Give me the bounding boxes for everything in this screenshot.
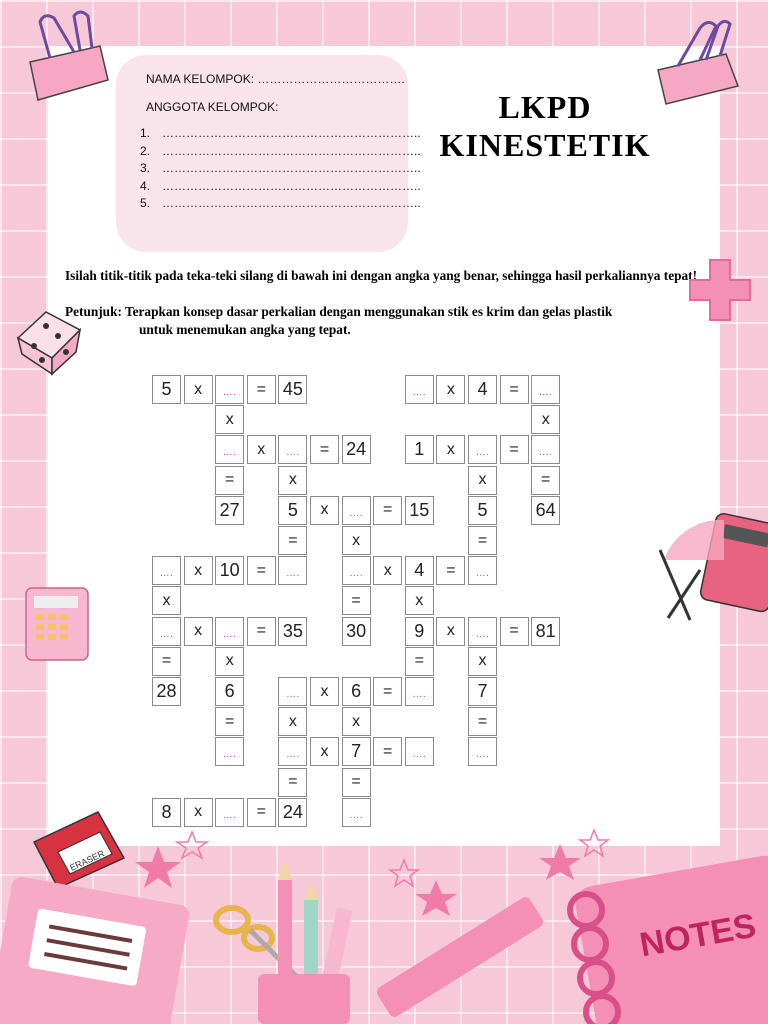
number-cell: 8 xyxy=(152,798,181,827)
number-cell: 15 xyxy=(405,496,434,525)
equals-cell: = xyxy=(500,617,529,646)
number-cell: 4 xyxy=(468,375,497,404)
pencil-cup-icon xyxy=(258,974,350,1024)
hint-label: Petunjuk: xyxy=(65,304,122,319)
member-number: 1. xyxy=(140,126,151,140)
multiply-cell: x xyxy=(310,496,339,525)
title-line2: KINESTETIK xyxy=(439,127,651,163)
multiply-cell: x xyxy=(215,405,244,434)
blank-answer-cell[interactable]: …. xyxy=(278,435,307,464)
multiply-cell: x xyxy=(215,647,244,676)
blank-answer-cell[interactable]: …. xyxy=(215,798,244,827)
member-number: 2. xyxy=(140,143,151,158)
multiply-cell: x xyxy=(278,707,307,736)
blank-answer-cell[interactable]: …. xyxy=(468,556,497,585)
member-number: 5. xyxy=(140,196,151,210)
multiply-cell: x xyxy=(247,435,276,464)
star-icon xyxy=(580,830,608,856)
compass-icon xyxy=(660,550,700,620)
equals-cell: = xyxy=(342,586,371,615)
member-name-field[interactable]: ……………………………………………………….. xyxy=(162,178,421,193)
number-cell: 5 xyxy=(152,375,181,404)
equals-cell: = xyxy=(247,798,276,827)
star-icon xyxy=(415,880,457,916)
blank-answer-cell[interactable]: …. xyxy=(342,556,371,585)
equals-cell: = xyxy=(468,526,497,555)
multiply-cell: x xyxy=(278,466,307,495)
blank-answer-cell[interactable]: …. xyxy=(215,617,244,646)
number-cell: 30 xyxy=(342,617,371,646)
notes-notebook-icon xyxy=(570,853,768,1024)
blank-answer-cell[interactable]: …. xyxy=(405,737,434,766)
binder-clip-icon xyxy=(658,21,738,104)
member-number: 3. xyxy=(140,161,151,175)
multiply-cell: x xyxy=(342,707,371,736)
number-cell: 28 xyxy=(152,677,181,706)
star-icon xyxy=(135,846,181,888)
hint-line2: untuk menemukan angka yang tepat. xyxy=(139,322,351,337)
number-cell: 5 xyxy=(468,496,497,525)
blank-answer-cell[interactable]: …. xyxy=(468,435,497,464)
eraser-label: ERASER xyxy=(68,848,106,873)
multiply-cell: x xyxy=(468,466,497,495)
multiply-cell: x xyxy=(184,617,213,646)
eraser-icon xyxy=(34,812,124,888)
group-name-field[interactable]: NAMA KELOMPOK: ………………………………. xyxy=(146,72,405,86)
number-cell: 9 xyxy=(405,617,434,646)
number-cell: 24 xyxy=(278,798,307,827)
multiply-cell: x xyxy=(405,586,434,615)
equals-cell: = xyxy=(278,526,307,555)
equals-cell: = xyxy=(500,375,529,404)
equals-cell: = xyxy=(247,617,276,646)
number-cell: 1 xyxy=(405,435,434,464)
equals-cell: = xyxy=(310,435,339,464)
multiply-cell: x xyxy=(468,647,497,676)
number-cell: 64 xyxy=(531,496,560,525)
pencil-icon xyxy=(278,858,353,991)
number-cell: 4 xyxy=(405,556,434,585)
member-name-field[interactable]: ……………………………………………………….. xyxy=(162,196,421,210)
dice-icon xyxy=(18,312,80,374)
multiply-cell: x xyxy=(152,586,181,615)
member-name-field[interactable]: ……………………………………………………….. xyxy=(162,161,421,175)
blank-answer-cell[interactable]: …. xyxy=(152,617,181,646)
blank-answer-cell[interactable]: …. xyxy=(342,798,371,827)
multiply-cell: x xyxy=(342,526,371,555)
blank-answer-cell[interactable]: …. xyxy=(278,677,307,706)
number-cell: 6 xyxy=(342,677,371,706)
star-icon xyxy=(539,844,581,880)
blank-answer-cell[interactable]: …. xyxy=(215,737,244,766)
blank-answer-cell[interactable]: …. xyxy=(278,556,307,585)
star-icon xyxy=(390,860,418,886)
number-cell: 81 xyxy=(531,617,560,646)
blank-answer-cell[interactable]: …. xyxy=(342,496,371,525)
blank-answer-cell[interactable]: …. xyxy=(215,435,244,464)
equals-cell: = xyxy=(247,556,276,585)
number-cell: 27 xyxy=(215,496,244,525)
blank-answer-cell[interactable]: …. xyxy=(215,375,244,404)
blank-answer-cell[interactable]: …. xyxy=(278,737,307,766)
number-cell: 5 xyxy=(278,496,307,525)
number-cell: 7 xyxy=(468,677,497,706)
multiply-cell: x xyxy=(310,737,339,766)
multiply-cell: x xyxy=(373,556,402,585)
binder-clip-icon xyxy=(30,12,108,100)
number-cell: 7 xyxy=(342,737,371,766)
number-cell: 24 xyxy=(342,435,371,464)
member-name-field[interactable]: ……………………………………………………….. xyxy=(162,143,421,158)
notebook-icon xyxy=(0,875,191,1024)
blank-answer-cell[interactable]: …. xyxy=(152,556,181,585)
equals-cell: = xyxy=(373,737,402,766)
number-cell: 6 xyxy=(215,677,244,706)
multiply-cell: x xyxy=(531,405,560,434)
equals-cell: = xyxy=(500,435,529,464)
blank-answer-cell[interactable]: …. xyxy=(405,677,434,706)
multiply-cell: x xyxy=(310,677,339,706)
calculator-icon xyxy=(26,588,88,660)
multiply-cell: x xyxy=(436,435,465,464)
multiply-cell: x xyxy=(436,375,465,404)
members-label: ANGGOTA KELOMPOK: xyxy=(146,100,279,114)
multiply-cell: x xyxy=(184,556,213,585)
member-number: 4. xyxy=(140,178,151,193)
blank-answer-cell[interactable]: …. xyxy=(531,435,560,464)
multiply-cell: x xyxy=(184,798,213,827)
number-cell: 45 xyxy=(278,375,307,404)
equals-cell: = xyxy=(152,647,181,676)
protractor-icon xyxy=(664,520,724,560)
multiply-cell: x xyxy=(436,617,465,646)
multiply-cell: x xyxy=(184,375,213,404)
ruler-icon xyxy=(375,895,546,1019)
number-cell: 35 xyxy=(278,617,307,646)
notes-label: NOTES xyxy=(636,906,759,965)
hint-line1: Terapkan konsep dasar perkalian dengan menggunakan stik es krim dan gelas plastik xyxy=(124,304,613,319)
equals-cell: = xyxy=(436,556,465,585)
equals-cell: = xyxy=(215,466,244,495)
title-line1: LKPD xyxy=(498,89,592,125)
equals-cell: = xyxy=(215,707,244,736)
member-name-field[interactable]: ……………………………………………………….. xyxy=(162,126,421,140)
blank-answer-cell[interactable]: …. xyxy=(531,375,560,404)
blank-answer-cell[interactable]: …. xyxy=(468,737,497,766)
equals-cell: = xyxy=(373,496,402,525)
number-cell: 10 xyxy=(215,556,244,585)
equals-cell: = xyxy=(468,707,497,736)
blank-answer-cell[interactable]: …. xyxy=(468,617,497,646)
equals-cell: = xyxy=(405,647,434,676)
equals-cell: = xyxy=(247,375,276,404)
equals-cell: = xyxy=(278,768,307,797)
task-instruction: Isilah titik-titik pada teka-teki silang di bawah ini dengan angka yang benar, sehingga hasil perkaliannya tepat! xyxy=(65,268,697,283)
equals-cell: = xyxy=(373,677,402,706)
plus-icon xyxy=(690,260,750,320)
equals-cell: = xyxy=(531,466,560,495)
star-icon xyxy=(177,832,207,858)
blank-answer-cell[interactable]: …. xyxy=(405,375,434,404)
equals-cell: = xyxy=(342,768,371,797)
